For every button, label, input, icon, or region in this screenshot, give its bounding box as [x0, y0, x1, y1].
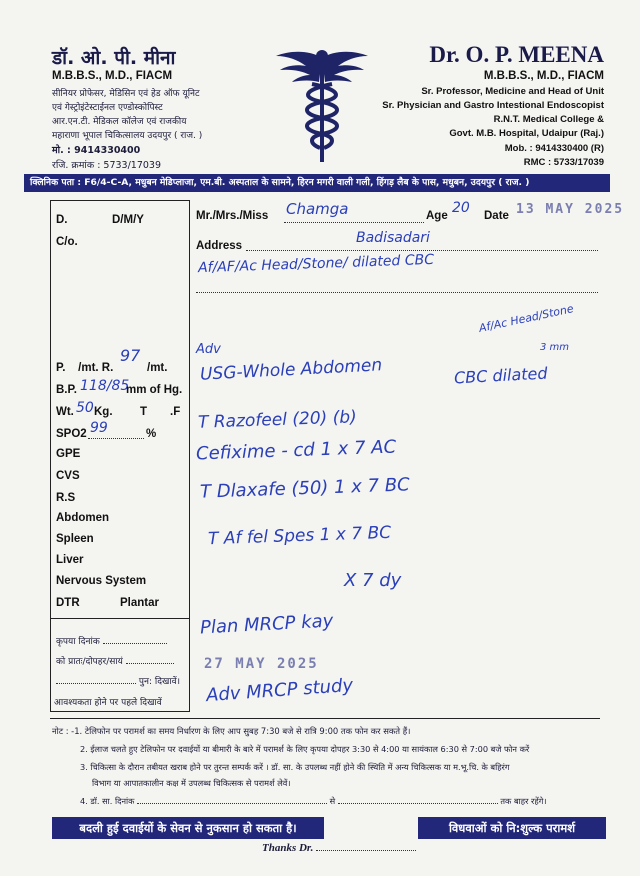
label-spo2-unit: % [146, 428, 157, 440]
label-f: .F [170, 406, 181, 418]
designation-line1-hi: सीनियर प्रोफेसर, मेडिसिन एवं हेड ऑफ यूनिट [52, 89, 200, 99]
label-d: D. [56, 214, 68, 226]
name-line [284, 222, 424, 223]
rx-note-adv: Adv [196, 342, 221, 357]
patient-name-value: Chamga [286, 200, 349, 218]
label-gpe: GPE [56, 448, 81, 460]
free-consult-banner: विधवाओं को नि:शुल्क परामर्श [418, 817, 606, 839]
label-address: Address [196, 240, 243, 252]
rx-advice-final: Adv MRCP study [205, 674, 354, 707]
pulse-value: 97 [120, 346, 141, 365]
note-2: 2. ईलाज चलते हुए टेलिफोन पर दवाईयों या बीमारी के बारे में परामर्श के लिए कृपया दोपहर 3:30 से 4:00 या सायंकाल 6:30 से 7:00 बजे फोन करें [80, 744, 530, 754]
label-age: Age [426, 210, 448, 222]
thanks-label: Thanks Dr. [262, 842, 314, 854]
label-bp: B.P. [56, 384, 77, 396]
rx-note-cbc: CBC dilated [453, 363, 548, 388]
label-bp-unit: mm of Hg. [126, 384, 183, 396]
rx-medicine-3: T Dlaxafe (50) 1 x 7 BC [199, 474, 411, 503]
rmc-en: RMC : 5733/17039 [523, 157, 604, 168]
label-date: Date [484, 210, 509, 222]
bp-value: 118/85 [80, 378, 130, 394]
label-plantar: Plantar [120, 597, 159, 609]
degrees-right: M.B.B.S., M.D., FIACM [483, 70, 604, 82]
rx-note-size: 3 mm [540, 342, 570, 353]
date-stamp: 13 MAY 2025 [516, 202, 625, 217]
patient-address-value: Badisadari [356, 230, 430, 246]
followup-label-4: आवश्यकता होने पर पहले दिखावें [54, 698, 162, 708]
note-4-until: तक बाहर रहेंगे। [500, 796, 547, 806]
label-cvs: CVS [56, 470, 80, 482]
note-4-date-label: 4. डॉ. सा. दिनांक [80, 796, 135, 806]
label-co: C/o. [56, 236, 78, 248]
designation-line2-hi: एवं गेस्ट्रोइंटेस्टाईनल एण्डोस्कोपिस्ट [52, 103, 163, 113]
spo2-value: 99 [90, 420, 108, 436]
label-abdomen: Abdomen [56, 512, 110, 524]
followup-again-line [56, 674, 180, 687]
note-3a: 3. चिकित्सा के दौरान तबीयत खराब होने पर तुरन्त सम्पर्क करें । डॉ. सा. के उपलब्ध नहीं होने की स्थिति में अन्य चिकित्सक या म.भू.चि. के बहिरंग [80, 762, 510, 772]
mobile-hi: मो. : 9414330400 [52, 145, 141, 156]
followup-time-line [56, 654, 174, 667]
patient-age-value: 20 [452, 200, 470, 216]
label-spo2: SPO2 [56, 428, 87, 440]
label-dtr: DTR [56, 597, 80, 609]
note-4-from: से [329, 796, 336, 806]
label-pulse-unit: /mt. [147, 362, 168, 374]
spo2-line [88, 438, 144, 439]
examination-divider [50, 618, 190, 619]
rx-note-side: Af/Ac Head/Stone [477, 302, 575, 335]
caduceus-icon [272, 44, 372, 164]
designation-line2-en: Sr. Physician and Gastro Intestional Endoscopist [382, 100, 604, 111]
label-dmy: D/M/Y [112, 214, 144, 226]
rx-duration: X 7 dy [344, 570, 402, 591]
rx-medicine-4: T Af fel Spes 1 x 7 BC [207, 522, 392, 550]
followup-label-2: को प्रातः/दोपहर/सायं [56, 657, 123, 667]
clinic-address-bar: क्लिनिक पता : F6/4-C-A, मधुबन मेडिप्लाजा, एम.बी. अस्पताल के सामने, हिरन मगरी वाली गली, हिंगड़ लैब के पास, मधुबन, उदयपुर ( राज. ) [24, 174, 610, 192]
label-rs: R.S [56, 492, 76, 504]
followup-date-line [56, 634, 167, 647]
note-1: नोट : -1. टेलिफोन पर परामर्श का समय निर्धारण के लिए आप सुबह 7:30 बजे से रात्रि 9:00 तक फोन कर सकते हैं। [52, 726, 411, 736]
wt-value: 50 [76, 400, 94, 416]
degrees-left: M.B.B.S., M.D., FIACM [52, 70, 173, 82]
followup-label-1: कृपया दिनांक [56, 637, 100, 647]
thanks-line [262, 842, 416, 854]
followup-label-3: पुन: दिखावें। [138, 677, 181, 687]
address-line-2 [196, 292, 598, 293]
note-3b: विभाग या आपातकालीन कक्ष में उपलब्ध चिकित्सक से परामर्श लेवें। [92, 778, 291, 788]
label-pulse: P. /mt. R. [56, 362, 114, 374]
label-wt-unit: Kg. [94, 406, 113, 418]
rx-medicine-1: T Razofeel (20) (b) [197, 407, 358, 433]
warning-banner: बदली हुई दवाईयों के सेवन से नुकसान हो सकता है। [52, 817, 324, 839]
label-wt: Wt. [56, 406, 74, 418]
label-liver: Liver [56, 554, 84, 566]
designation-line4-hi: महाराणा भूपाल चिकित्सालय उदयपुर ( राज. ) [52, 131, 203, 141]
rx-plan: Plan MRCP kay [199, 610, 334, 639]
designation-line3-en: R.N.T. Medical College & [493, 114, 604, 125]
reg-hi: रजि. क्रमांक : 5733/17039 [52, 160, 162, 171]
rx-note-usg: USG-Whole Abdomen [199, 355, 383, 385]
designation-line4-en: Govt. M.B. Hospital, Udaipur (Raj.) [449, 128, 604, 139]
label-nervous-system: Nervous System [56, 575, 147, 587]
doctor-name-english: Dr. O. P. MEENA [429, 42, 604, 67]
rx-medicine-2: Cefixime - cd 1 x 7 AC [195, 436, 397, 465]
designation-line3-hi: आर.एन.टी. मेडिकल कॉलेज एवं राजकीय [52, 117, 187, 127]
label-t: T [140, 406, 148, 418]
notes-separator [50, 718, 600, 719]
address-line [246, 250, 598, 251]
rx-note-complaint: Af/AF/Ac Head/Stone/ dilated CBC [197, 251, 435, 277]
mobile-en: Mob. : 9414330400 (R) [504, 143, 604, 154]
designation-line1-en: Sr. Professor, Medicine and Head of Unit [421, 86, 604, 97]
note-4 [80, 796, 546, 807]
label-spleen: Spleen [56, 533, 94, 545]
doctor-name-hindi: डॉ. ओ. पी. मीना [52, 47, 176, 69]
followup-stamp: 27 MAY 2025 [204, 656, 319, 672]
label-name: Mr./Mrs./Miss [196, 210, 269, 222]
